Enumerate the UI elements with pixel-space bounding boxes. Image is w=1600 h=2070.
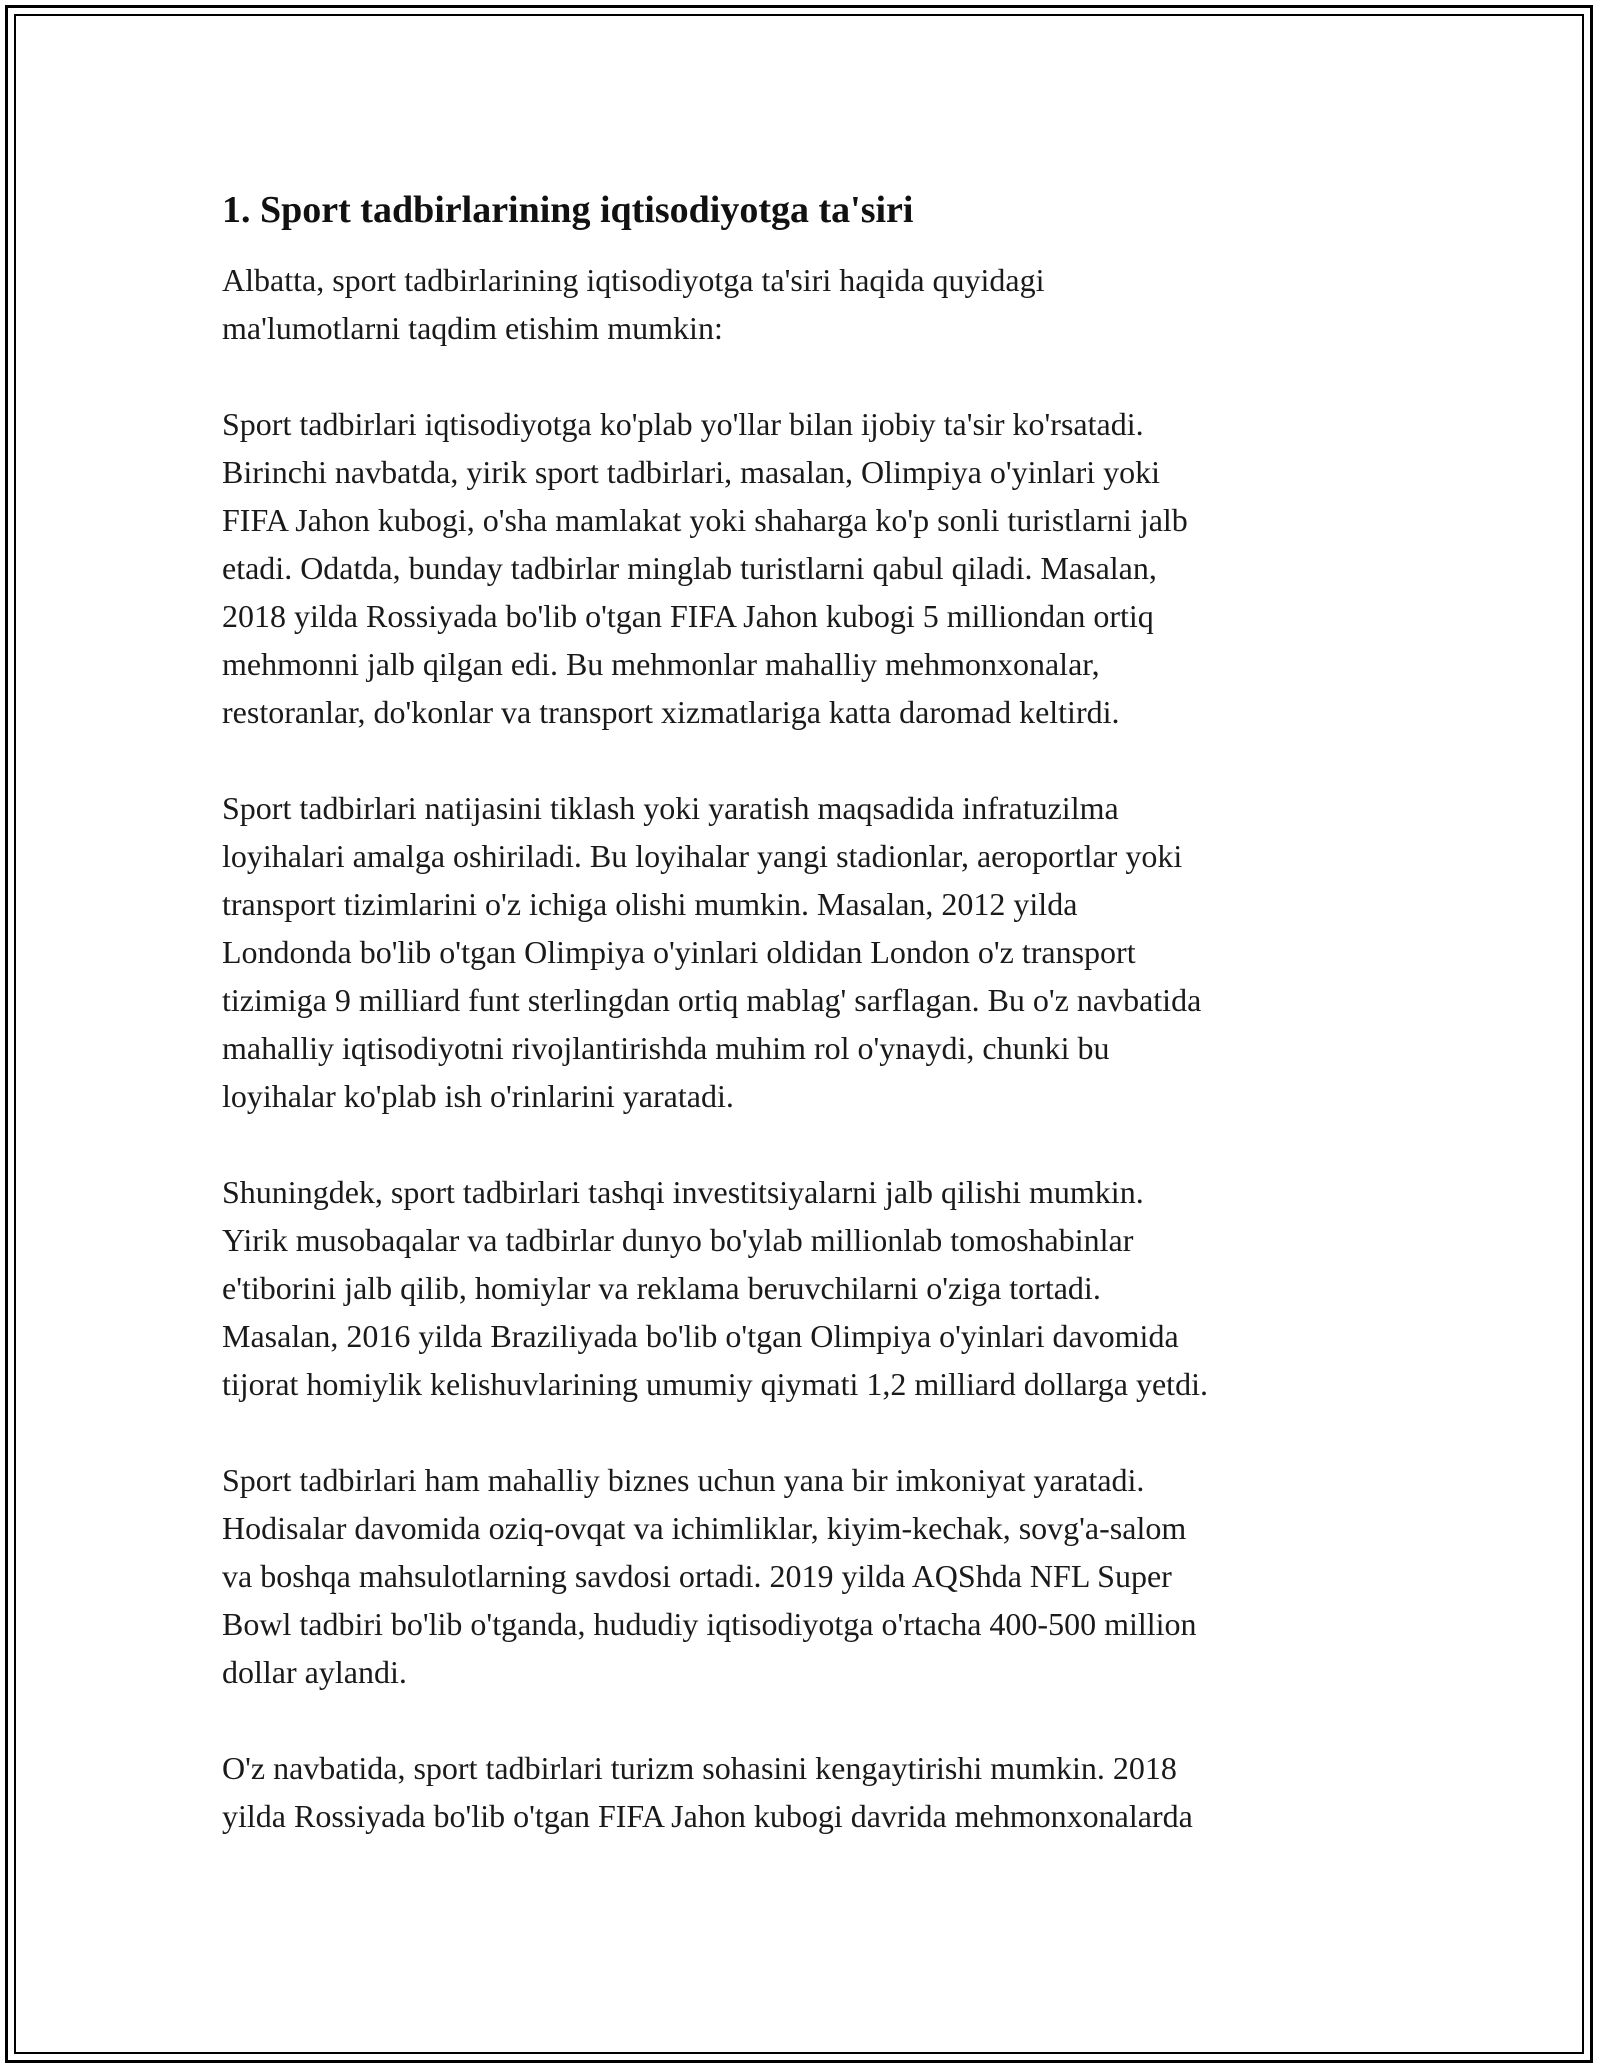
paragraph-local-business: Sport tadbirlari ham mahalliy biznes uchun yana bir imkoniyat yaratadi. Hodisalar davomida oziq-ovqat va ichimliklar, kiyim-kechak, sovg'a-salom va boshqa mahsulotlarning savdosi ortadi. 2019 yilda AQShda NFL Super Bowl tadbiri bo'lib o'tganda, hududiy iqtisodiyotga o'rtacha 400-500 million dollar aylandi. — [222, 1462, 1197, 1690]
paragraph-intro: Albatta, sport tadbirlarining iqtisodiyotga ta'siri haqida quyidagi ma'lumotlarni taqdim etishim mumkin: — [222, 262, 1045, 346]
paragraph-investment: Shuningdek, sport tadbirlari tashqi investitsiyalarni jalb qilishi mumkin. Yirik musobaqalar va tadbirlar dunyo bo'ylab millionlab tomoshabinlar e'tiborini jalb qilib, homiylar va reklama beruvchilarni o'ziga tortadi. Masalan, 2016 yilda Braziliyada bo'lib o'tgan Olimpiya o'yinlari davomida tijorat homiylik kelishuvlarining umumiy qiymati 1,2 milliard dollarga yetdi. — [222, 1174, 1208, 1402]
paragraph-tourism-attraction: Sport tadbirlari iqtisodiyotga ko'plab yo'llar bilan ijobiy ta'sir ko'rsatadi. Birinchi navbatda, yirik sport tadbirlari, masalan, Olimpiya o'yinlari yoki FIFA Jahon kubogi, o'sha mamlakat yoki shaharga ko'p sonli turistlarni jalb etadi. Odatda, bunday tadbirlar minglab turistlarni qabul qiladi. Masalan, 2018 yilda Rossiyada bo'lib o'tgan FIFA Jahon kubogi 5 milliondan ortiq mehmonni jalb qilgan edi. Bu mehmonlar mahalliy mehmonxonalar, restoranlar, do'konlar va transport xizmatlariga katta daromad keltirdi. — [222, 406, 1188, 730]
page-title: 1. Sport tadbirlarining iqtisodiyotga ta'siri — [222, 189, 914, 231]
paragraph-infrastructure: Sport tadbirlari natijasini tiklash yoki yaratish maqsadida infratuzilma loyihalari amalga oshiriladi. Bu loyihalar yangi stadionlar, aeroportlar yoki transport tizimlarini o'z ichiga olishi mumkin. Masalan, 2012 yilda Londonda bo'lib o'tgan Olimpiya o'yinlari oldidan London o'z transport tizimiga 9 milliard funt sterlingdan ortiq mablag' sarflagan. Bu o'z navbatida mahalliy iqtisodiyotni rivojlantirishda muhim rol o'ynaydi, chunki bu loyihalar ko'plab ish o'rinlarini yaratadi. — [222, 790, 1202, 1114]
paragraph-tourism-expansion: O'z navbatida, sport tadbirlari turizm sohasini kengaytirishi mumkin. 2018 yilda Rossiyada bo'lib o'tgan FIFA Jahon kubogi davrida mehmonxonalarda — [222, 1750, 1193, 1834]
document-body — [222, 186, 1372, 1888]
